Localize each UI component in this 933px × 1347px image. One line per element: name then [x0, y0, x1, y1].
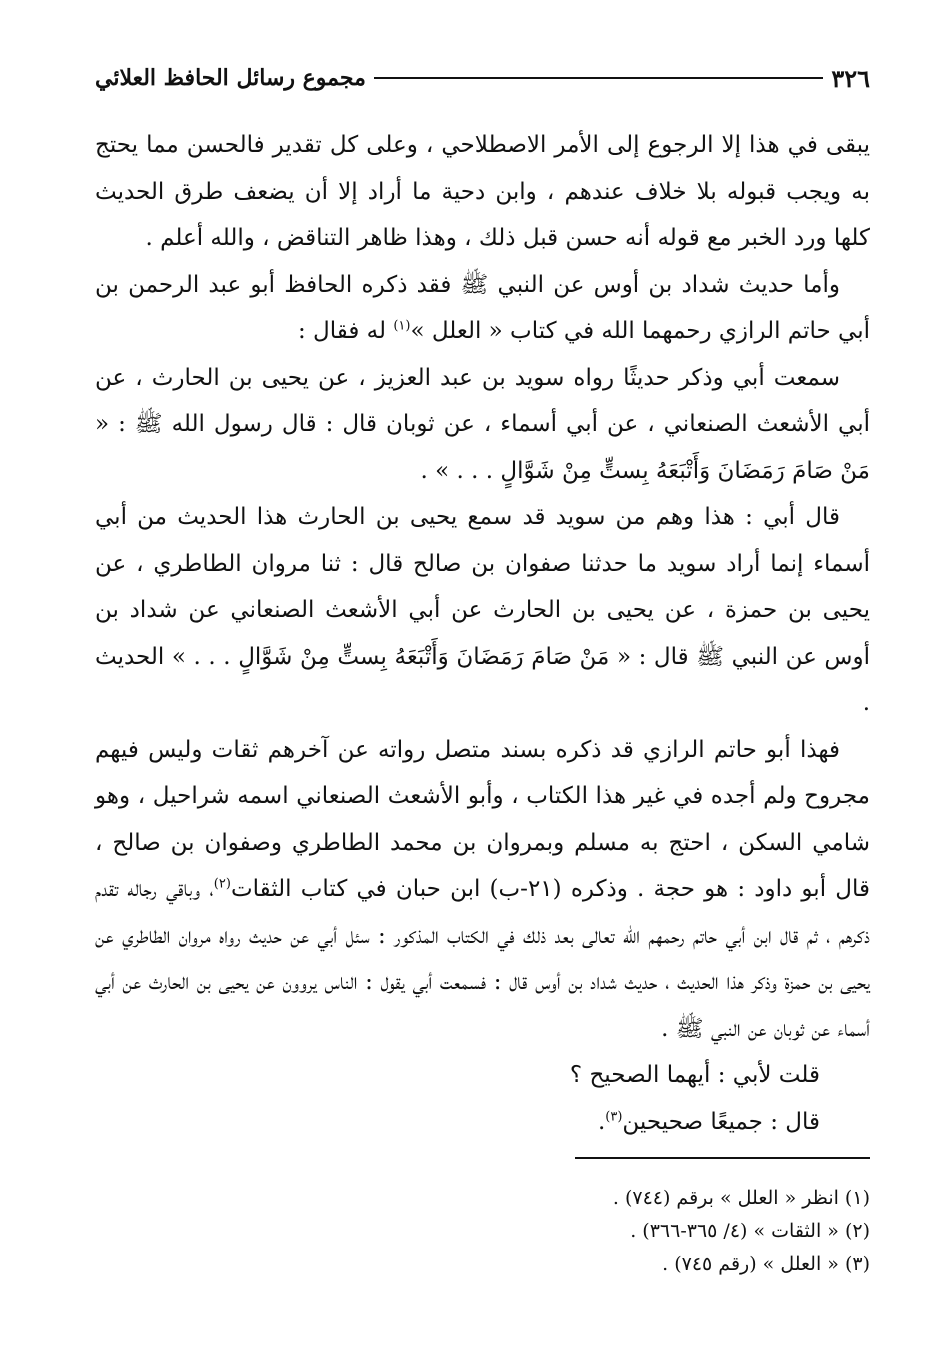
paragraph-2-text: وأما حديث شداد بن أوس عن النبي ﷺ فقد ذكره الحافظ أبو عبد الرحمن بن أبي حاتم الرازي رحمهما الله في كتاب « العلل » [95, 271, 870, 344]
footnote-separator [575, 1157, 870, 1159]
running-title: مجموع رسائل الحافظ العلائي [95, 65, 366, 91]
header-rule [374, 77, 823, 79]
running-header [95, 58, 870, 98]
footnote-3: (٣) « العلل » (رقم ٧٤٥) . [662, 1253, 870, 1275]
answer-text: قال : جميعًا صحيحين [622, 1108, 820, 1135]
paragraph-5-tail: ، وباقي رجاله تقدم ذكرهم ، ثم قال ابن أبي حاتم رحمهم الله تعالى بعد ذلك في الكتاب المذكور : سئل أبي عن حديث رواه مروان الطاطري عن يحيى بن حمزة وذكر هذا الحديث ، حديث شداد بن أوس قال : فسمعت أبي يقول : الناس يروون عن يحيى بن الحارث عن أبي أسماء عن ثوبان عن النبي ﷺ . [95, 876, 870, 1042]
footnotes [95, 1182, 870, 1281]
paragraph-5 [95, 727, 870, 1053]
paragraph-2 [95, 262, 870, 355]
question-line: قلت لأبي : أيهما الصحيح ؟ [569, 1062, 820, 1088]
paragraph-1: يبقى في هذا إلا الرجوع إلى الأمر الاصطلاحي ، وعلى كل تقدير فالحسن مما يحتج به ويجب قبوله بلا خلاف عندهم ، وابن دحية ما أراد إلا أن يضعف طرق الحديث كلها ورد الخبر مع قوله أنه حسن قبل ذلك ، وهذا ظاهر التناقض ، والله أعلم . [95, 132, 870, 251]
page-number: ٣٢٦ [831, 63, 870, 93]
paragraph-5-text: فهذا أبو حاتم الرازي قد ذكره بسند متصل رواته عن آخرهم ثقات وليس فيهم مجروح ولم أجده في غير هذا الكتاب ، وأبو الأشعث الصنعاني اسمه شراحيل ، وهو شامي السكن ، احتج به مسلم وبمروان بن محمد الطاطري وصفوان بن صالح ، قال أبو داود : هو حجة . وذكره (٢١-ب) ابن حبان في كتاب الثقات [95, 736, 870, 902]
footnote-ref-3: (٣) [605, 1108, 623, 1124]
answer-end: . [597, 1108, 606, 1135]
footnote-2: (٢) « الثقات » (٤/ ٣٦٥-٣٦٦) . [630, 1220, 870, 1242]
answer-line [95, 1099, 870, 1146]
paragraph-2-tail: له فقال : [297, 318, 386, 344]
footnote-ref-1: (١) [393, 318, 411, 334]
main-text [95, 122, 870, 1145]
footnote-1: (١) انظر « العلل » برقم (٧٤٤) . [612, 1187, 870, 1209]
footnote-ref-2: (٢) [213, 876, 231, 892]
paragraph-4: قال أبي : هذا وهم من سويد قد سمع يحيى بن الحارث هذا الحديث من أبي أسماء إنما أراد سويد ما حدثنا صفوان بن صالح قال : ثنا مروان الطاطري ، عن يحيى بن حمزة ، عن يحيى بن الحارث عن أبي الأشعث الصنعاني عن شداد بن أوس عن النبي ﷺ قال : « مَنْ صَامَ رَمَضَانَ وَأَتْبَعَهُ بِستٍّ مِنْ شَوَّالٍ . . . » الحديث . [95, 504, 870, 716]
paragraph-3: سمعت أبي وذكر حديثًا رواه سويد بن عبد العزيز ، عن يحيى بن الحارث ، عن أبي الأشعث الصنعاني ، عن أبي أسماء ، عن ثوبان قال : قال رسول الله ﷺ : « مَنْ صَامَ رَمَضَانَ وَأَتْبَعَهُ بِستٍّ مِنْ شَوَّالٍ . . . » . [95, 364, 870, 484]
